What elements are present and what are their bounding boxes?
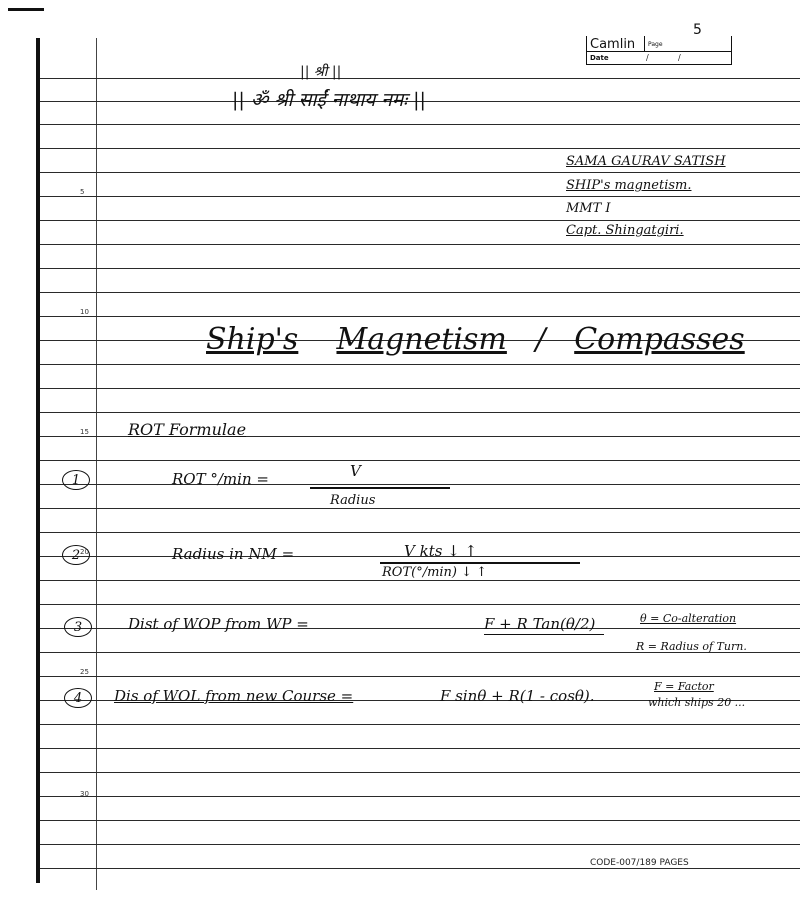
line-number: 25 <box>80 668 89 676</box>
ruled-line <box>40 772 800 773</box>
fraction-bar <box>380 562 580 564</box>
ruled-line <box>40 868 800 869</box>
date-label: Date <box>590 54 609 62</box>
ruled-line <box>40 268 800 269</box>
formula-lhs: Dis of WOL from new Course = <box>114 687 354 705</box>
brand-label: Camlin <box>590 37 636 52</box>
margin-line <box>96 38 97 890</box>
formula-numerator: V <box>350 462 361 480</box>
formula-number: 2 <box>62 545 90 565</box>
author-topic: SHIP's magnetism. <box>566 178 692 193</box>
ruled-line <box>40 460 800 461</box>
author-instructor: Capt. Shingatgiri. <box>566 223 684 238</box>
title-part-compasses: Compasses <box>574 322 745 357</box>
ruled-line <box>40 172 800 173</box>
line-number: 10 <box>80 308 89 316</box>
ruled-line <box>40 796 800 797</box>
corner-mark <box>8 8 44 11</box>
line-number: 15 <box>80 428 89 436</box>
ruled-line <box>40 220 800 221</box>
ruled-line <box>40 820 800 821</box>
formula-lhs: Radius in NM = <box>172 545 295 563</box>
invocation-line: || ॐ श्री साईं नाथाय नमः || <box>232 89 426 111</box>
ruled-line <box>40 292 800 293</box>
line-number: 20 <box>80 548 89 556</box>
title-part-ships: Ship's <box>206 322 299 357</box>
title-divider: / <box>535 322 546 357</box>
ruled-line <box>40 78 800 79</box>
page-label: Page <box>648 41 663 48</box>
ruled-line <box>40 148 800 149</box>
author-course: MMT I <box>566 201 611 216</box>
formula-denominator: ROT(°/min) ↓ ↑ <box>382 565 488 580</box>
ruled-line <box>40 364 800 365</box>
formula-number: 3 <box>64 617 92 637</box>
fraction-bar <box>310 487 450 489</box>
section-heading: ROT Formulae <box>128 420 247 439</box>
ruled-line <box>40 580 800 581</box>
formula-rhs: F + R Tan(θ/2) <box>484 615 596 633</box>
ruled-line <box>40 844 800 845</box>
ruled-line <box>40 484 800 485</box>
ruled-line <box>40 604 800 605</box>
formula-note: which ships 20 ... <box>648 696 746 709</box>
title-part-magnetism: Magnetism <box>336 322 507 357</box>
formula-note: F = Factor <box>654 680 714 693</box>
page-title <box>206 322 745 357</box>
ruled-line <box>40 676 800 677</box>
page-date-box <box>586 36 732 64</box>
line-number: 30 <box>80 790 89 798</box>
formula-numerator: V kts ↓ ↑ <box>404 542 478 560</box>
ruled-line <box>40 412 800 413</box>
formula-rhs: F sinθ + R(1 - cosθ). <box>440 687 595 705</box>
ruled-line <box>40 316 800 317</box>
ruled-line <box>40 196 800 197</box>
formula-note: θ = Co-alteration <box>640 612 737 625</box>
formula-denominator: Radius <box>330 493 376 508</box>
author-name: SAMA GAURAV SATISH <box>566 154 726 169</box>
ruled-line <box>40 748 800 749</box>
page-number: 5 <box>693 22 702 38</box>
formula-lhs: Dist of WOP from WP = <box>128 615 309 633</box>
ruled-line <box>40 388 800 389</box>
underline <box>484 634 604 635</box>
formula-number: 1 <box>62 470 90 490</box>
ruled-line <box>40 724 800 725</box>
formula-number: 4 <box>64 688 92 708</box>
invocation-top: || श्री || <box>300 64 342 80</box>
ruled-line <box>40 532 800 533</box>
date-separator: / <box>678 53 681 62</box>
ruled-line <box>40 124 800 125</box>
ruled-line <box>40 508 800 509</box>
ruled-line <box>40 244 800 245</box>
line-number: 5 <box>80 188 85 196</box>
date-separator: / <box>646 53 649 62</box>
formula-note: R = Radius of Turn. <box>636 640 747 653</box>
footer-code: CODE-007/189 PAGES <box>590 858 689 868</box>
formula-lhs: ROT °/min = <box>172 470 269 488</box>
